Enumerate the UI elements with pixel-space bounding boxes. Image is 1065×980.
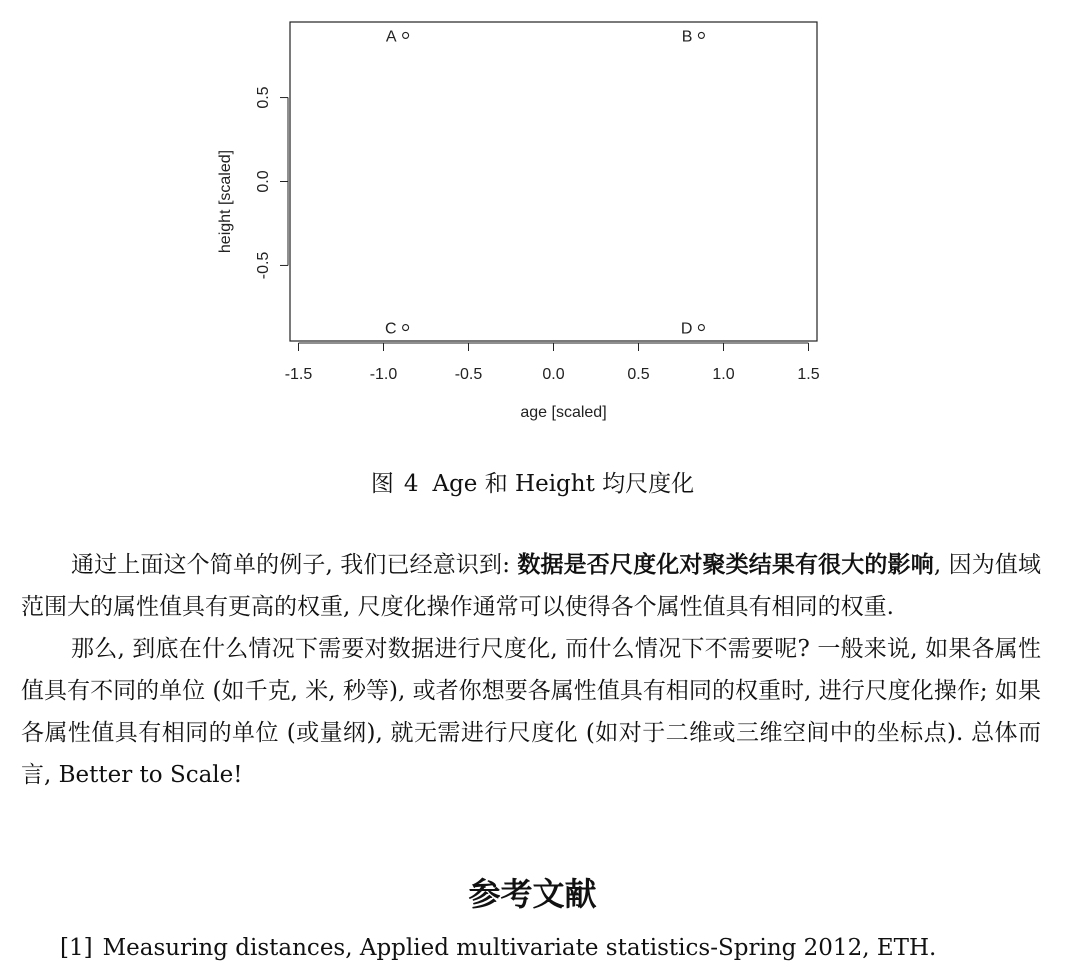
paragraph-1-rest: , 因为值域范围大的属性值具有更高的权重, 尺度化操作通常可以使得各个属性值具有相同的权重. [21, 552, 1041, 620]
x-tick-label: 0.0 [542, 366, 565, 383]
y-axis-label: height [scaled] [217, 149, 234, 254]
reference-item [60, 932, 936, 964]
figure [0, 0, 1065, 440]
data-point [403, 32, 409, 38]
x-tick-label: -1.5 [284, 366, 313, 383]
x-tick-label: 1.0 [712, 366, 735, 383]
data-point [698, 325, 704, 331]
paragraph-2: 那么, 到底在什么情况下需要对数据进行尺度化, 而什么情况下不需要呢? 一般来说, 如果各属性值具有不同的单位 (如千克, 米, 秒等), 或者你想要各属性值具有相同的权重时, 进行尺度化操作; 如果各属性值具有相同的单位 (或量纲), 就无需进行尺度化 (如对于二维或三维空间中的坐标点). 总体而言, Better to Scale! [21, 636, 1041, 788]
reference-text: Measuring distances, Applied multivariate statistics-Spring 2012, ETH. [102, 935, 937, 961]
data-point-label: A [385, 28, 397, 46]
data-point-label: D [680, 320, 693, 338]
paragraph-1-emphasis: 数据是否尺度化对聚类结果有很大的影响 [517, 552, 934, 578]
caption-number: 4 [403, 471, 419, 497]
paragraph-1-lead: 通过上面这个简单的例子, 我们已经意识到: [71, 552, 518, 578]
data-point [403, 325, 409, 331]
data-point [698, 32, 704, 38]
x-tick-label: 0.5 [627, 366, 650, 383]
x-axis-label: age [scaled] [520, 404, 607, 421]
paragraph-1 [21, 544, 1041, 628]
y-tick-label: 0.0 [255, 170, 272, 193]
y-tick-label: -0.5 [255, 251, 272, 280]
x-tick-label: -1.0 [369, 366, 398, 383]
y-tick-label: 0.5 [255, 86, 272, 109]
x-tick-label: -0.5 [454, 366, 483, 383]
figure-caption [0, 468, 1065, 500]
plot-frame [290, 22, 817, 341]
body-text [21, 544, 1041, 796]
caption-label: 图 [370, 471, 394, 497]
caption-text: Age 和 Height 均尺度化 [432, 471, 695, 497]
data-point-label: C [385, 320, 397, 338]
scatter-chart [0, 0, 1065, 440]
references-heading: 参考文献 [468, 875, 597, 913]
data-point-label: B [681, 28, 693, 46]
reference-index: [1] [60, 935, 93, 961]
x-tick-label: 1.5 [797, 366, 820, 383]
